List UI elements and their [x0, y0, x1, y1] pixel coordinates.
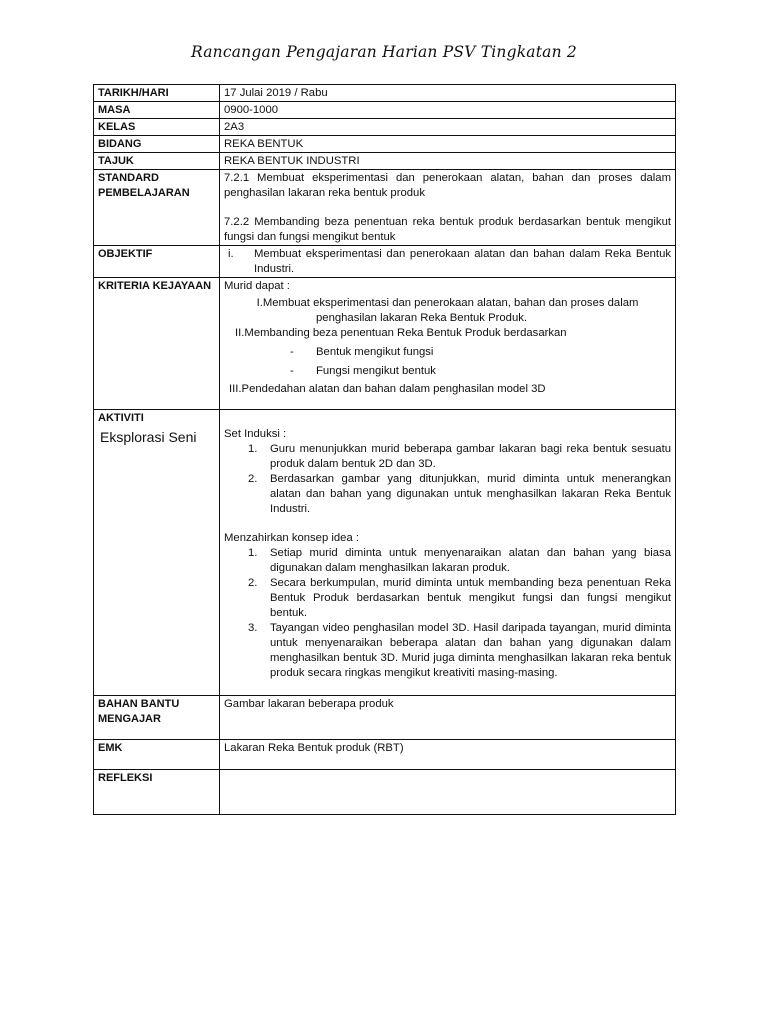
value-tarikh: 17 Julai 2019 / Rabu	[220, 85, 676, 102]
konsep-item-text: Setiap murid diminta untuk menyenaraikan alatan dan bahan yang biasa digunakan dalam menghasilkan lakaran produk.	[270, 547, 671, 574]
row-bidang	[94, 136, 676, 153]
dash-icon: -	[290, 365, 294, 377]
label-aktiviti	[94, 410, 220, 696]
induksi-item-text: Guru menunjukkan murid beberapa gambar lakaran bagi reka bentuk sesuatu produk dalam bentuk 2D dan 3D.	[270, 443, 671, 470]
kriteria-line-1a: I.Membuat eksperimentasi dan penerokaan alatan, bahan dan proses dalam	[256, 297, 639, 309]
label-masa: MASA	[94, 102, 220, 119]
label-aktiviti-sub: Eksplorasi Seni	[100, 429, 197, 445]
value-bidang: REKA BENTUK	[220, 136, 676, 153]
konsep-item-number: 3.	[248, 622, 258, 634]
induksi-item-number: 2.	[248, 473, 258, 485]
label-tarikh: TARIKH/HARI	[94, 85, 220, 102]
kriteria-bullet-2	[224, 364, 671, 379]
label-bahan-line1: BAHAN BANTU	[98, 698, 180, 710]
standard-item-1: 7.2.1 Membuat eksperimentasi dan penerokaan alatan, bahan dan proses dalam penghasilan lakaran reka bentuk produk	[224, 172, 671, 199]
value-emk: Lakaran Reka Bentuk produk (RBT)	[220, 740, 676, 770]
konsep-list	[224, 546, 671, 681]
value-refleksi	[220, 770, 676, 815]
row-kelas	[94, 119, 676, 136]
row-tajuk	[94, 153, 676, 170]
kriteria-intro: Murid dapat :	[224, 280, 290, 292]
label-standard	[94, 170, 220, 246]
label-standard-line2: PEMBELAJARAN	[98, 187, 190, 199]
induksi-item-text: Berdasarkan gambar yang ditunjukkan, murid diminta untuk menerangkan alatan dan bahan yang digunakan untuk menghasilkan lakaran Reka Bentuk Industri.	[270, 473, 671, 515]
value-masa: 0900-1000	[220, 102, 676, 119]
kriteria-bullet-2-text: Fungsi mengikut bentuk	[316, 365, 436, 377]
kriteria-line-1b: penghasilan lakaran Reka Bentuk Produk.	[316, 312, 528, 324]
label-kriteria: KRITERIA KEJAYAAN	[94, 278, 220, 410]
label-refleksi: REFLEKSI	[94, 770, 220, 815]
kriteria-bullet-1	[224, 345, 671, 360]
label-bidang: BIDANG	[94, 136, 220, 153]
value-kelas: 2A3	[220, 119, 676, 136]
row-bahan	[94, 696, 676, 740]
label-bahan	[94, 696, 220, 740]
kriteria-line-2: II.Membanding beza penentuan Reka Bentuk Produk berdasarkan	[235, 327, 567, 339]
row-masa	[94, 102, 676, 119]
konsep-item-text: Tayangan video penghasilan model 3D. Hasil daripada tayangan, murid diminta untuk menyenaraikan beberapa alatan dan bahan yang digunakan dalam menghasilkan bentuk 3D. Murid juga diminta menghasilkan lakaran reka bentuk produk secara ringkas mengikut kreativiti masing-masing.	[270, 622, 671, 679]
row-standard	[94, 170, 676, 246]
objektif-number: i.	[228, 248, 234, 260]
konsep-item-text: Secara berkumpulan, murid diminta untuk membanding beza penentuan Reka Bentuk Produk berdasarkan bentuk mengikut fungsi dan fungsi mengikut bentuk.	[270, 577, 671, 619]
induksi-item	[224, 442, 671, 472]
konsep-heading: Menzahirkan konsep idea :	[224, 532, 360, 544]
label-tajuk: TAJUK	[94, 153, 220, 170]
konsep-item-number: 2.	[248, 577, 258, 589]
label-bahan-line2: MENGAJAR	[98, 713, 161, 725]
dash-icon: -	[290, 346, 294, 358]
label-aktiviti-title: AKTIVITI	[98, 412, 144, 424]
kriteria-line-3: III.Pendedahan alatan dan bahan dalam penghasilan model 3D	[229, 383, 546, 395]
kriteria-bullet-1-text: Bentuk mengikut fungsi	[316, 346, 434, 358]
page-title: Rancangan Pengajaran Harian PSV Tingkatan 2	[190, 43, 577, 61]
row-tarikh	[94, 85, 676, 102]
objektif-text: Membuat eksperimentasi dan penerokaan alatan dan bahan dalam Reka Bentuk Industri.	[254, 248, 671, 275]
row-emk	[94, 740, 676, 770]
konsep-item-number: 1.	[248, 547, 258, 559]
label-objektif: OBJEKTIF	[94, 246, 220, 278]
value-tajuk: REKA BENTUK INDUSTRI	[220, 153, 676, 170]
row-refleksi	[94, 770, 676, 815]
lesson-plan-table	[93, 84, 676, 815]
row-kriteria	[94, 278, 676, 410]
label-emk: EMK	[94, 740, 220, 770]
value-standard	[220, 170, 676, 246]
value-kriteria	[220, 278, 676, 410]
label-kelas: KELAS	[94, 119, 220, 136]
standard-item-2: 7.2.2 Membanding beza penentuan reka bentuk produk berdasarkan bentuk mengikut fungsi dan fungsi mengikut bentuk	[224, 216, 671, 243]
label-standard-line1: STANDARD	[98, 172, 159, 184]
value-objektif	[220, 246, 676, 278]
induksi-item-number: 1.	[248, 443, 258, 455]
value-bahan: Gambar lakaran beberapa produk	[220, 696, 676, 740]
konsep-item	[224, 576, 671, 621]
value-aktiviti	[220, 410, 676, 696]
set-induksi-list	[224, 442, 671, 517]
row-objektif	[94, 246, 676, 278]
konsep-item	[224, 621, 671, 681]
konsep-item	[224, 546, 671, 576]
induksi-item	[224, 472, 671, 517]
set-induksi-heading: Set Induksi :	[224, 428, 287, 440]
row-aktiviti	[94, 410, 676, 696]
